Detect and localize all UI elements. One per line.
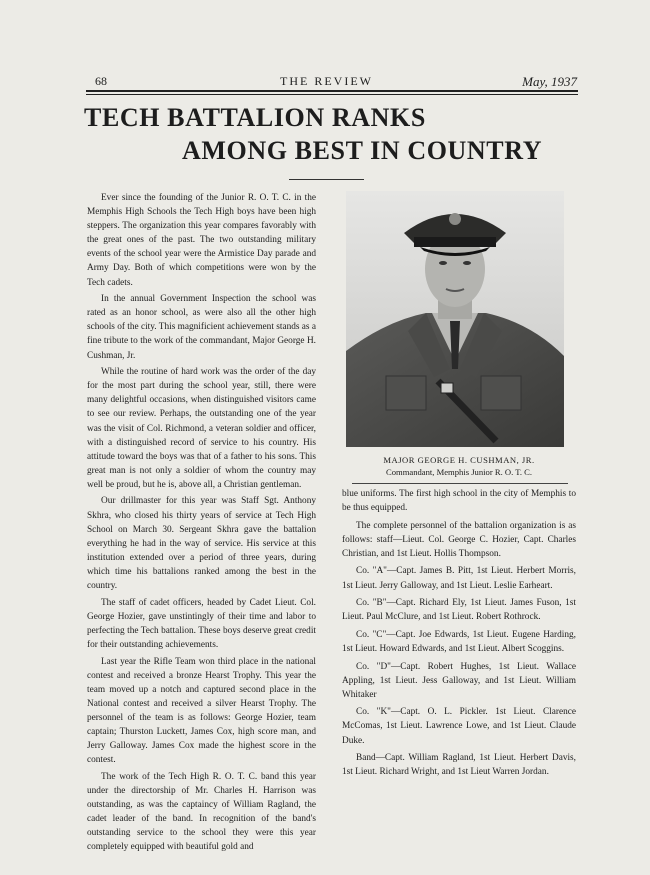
paragraph: While the routine of hard work was the order of the day for the most part during the school year, still, there were many delightful occasions, when distinguished visitors came to see our review. Perhaps, the outstanding one of the year was the visit of Col. Richmond, a veteran soldier and officer, with a distinguished record of service to his country. His attitude toward the boys was that of a father to his sons. This great man is not only a soldier of whom the country may well be proud, but he is, above all, a Christian gentleman. — [87, 367, 316, 490]
paragraph: Co. "A"—Capt. James B. Pitt, 1st Lieut. Herbert Morris, 1st Lieut. Jerry Galloway, and 1st Lieut. Leslie Earheart. — [342, 566, 576, 591]
header-rule-thin — [86, 94, 578, 95]
paragraph: blue uniforms. The first high school in the city of Memphis to be thus equipped. — [342, 489, 576, 514]
portrait-photo — [346, 191, 564, 447]
paragraph: Co. "K"—Capt. O. L. Pickler. 1st Lieut. Clarence McComas, 1st Lieut. Lawrence Lowe, and 1st Lieut. Claude Duke. — [342, 707, 576, 746]
right-column — [342, 487, 576, 783]
paragraph: Co. "C"—Capt. Joe Edwards, 1st Lieut. Eugene Harding, 1st Lieut. Howard Edwards, and 1st Lieut. Albert Scoggins. — [342, 629, 576, 654]
header-rule-thick — [86, 90, 578, 92]
left-column — [87, 191, 316, 857]
paragraph: In the annual Government Inspection the school was rated as an honor school, as were also all the other high schools of the city. This magnificient achievement stands as a fine tribute to the work of the commandant, Major George H. Cushman, Jr. — [87, 294, 317, 361]
paragraph: Band—Capt. William Ragland, 1st Lieut. Herbert Davis, 1st Lieut. Richard Wright, and 1st Lieut Warren Jordan. — [342, 753, 576, 778]
title-divider — [289, 179, 364, 180]
paragraph: The work of the Tech High R. O. T. C. band this year under the directorship of Mr. Charles H. Harrison was outstanding, as was the captaincy of William Ragland, the cadet leader of the band. In recognition of the band's outstanding service to the school they were this year completely equipped with beautiful gold and — [87, 771, 316, 853]
paragraph: Ever since the founding of the Junior R. O. T. C. in the Memphis High Schools the Tech High boys have been high steppers. The organization this year compares favorably with the great ones of the past. The two outstanding military events of the school year were the Armistice Day parade and Army Day. Both of which competitions were won by the Tech cadets. — [87, 193, 316, 288]
publication-name: THE REVIEW — [280, 74, 373, 88]
photo-caption-title: Commandant, Memphis Junior R. O. T. C. — [385, 467, 532, 477]
paragraph: Co. "B"—Capt. Richard Ely, 1st Lieut. James Fuson, 1st Lieut. Paul McClure, and 1st Lieut. Robert Rothrock. — [342, 598, 576, 623]
officer-portrait-illustration — [346, 191, 564, 447]
caption-rule — [352, 483, 568, 484]
article-title-line-2: AMONG BEST IN COUNTRY — [182, 136, 543, 165]
paragraph: The complete personnel of the battalion organization is as follows: staff—Lieut. Col. George C. Hozier, Capt. Charles Christian, and 1st Lieut. Hollis Thompson. — [342, 520, 576, 559]
paragraph: Last year the Rifle Team won third place in the national contest and received a bronze Hearst Trophy. This year the team moved up a notch and captured second place in the National contest and received a silver Hearst Trophy. The personnel of the team is as follows: George Hozier, team captain; Thurston Luckett, James Cox, high score man, and Jerry Galloway. James Cox made the highest score in the contest. — [87, 656, 316, 766]
issue-date: May, 1937 — [522, 74, 577, 89]
photo-caption-name: MAJOR GEORGE H. CUSHMAN, JR. — [383, 455, 535, 465]
article-title-line-1: TECH BATTALION RANKS — [84, 103, 426, 132]
paragraph: Our drillmaster for this year was Staff Sgt. Anthony Skhra, who closed his thirty years of service at Tech High School on March 30. Sergeant Skhra gave the battalion everything he had in the way of service. His service at this institution extended over a period of three years, during which time his battalions ranked among the best in the country. — [87, 496, 316, 592]
page-number: 68 — [95, 74, 107, 88]
paragraph: Co. "D"—Capt. Robert Hughes, 1st Lieut. Wallace Appling, 1st Lieut. Jess Galloway, and 1st Lieut. William Whitaker — [342, 661, 576, 700]
paragraph: The staff of cadet officers, headed by Cadet Lieut. Col. George Hozier, gave unstintingly of their time and labor to perfecting the Tech battalion. These boys deserve great credit for their outstanding achievements. — [87, 597, 316, 650]
running-header — [95, 74, 577, 90]
